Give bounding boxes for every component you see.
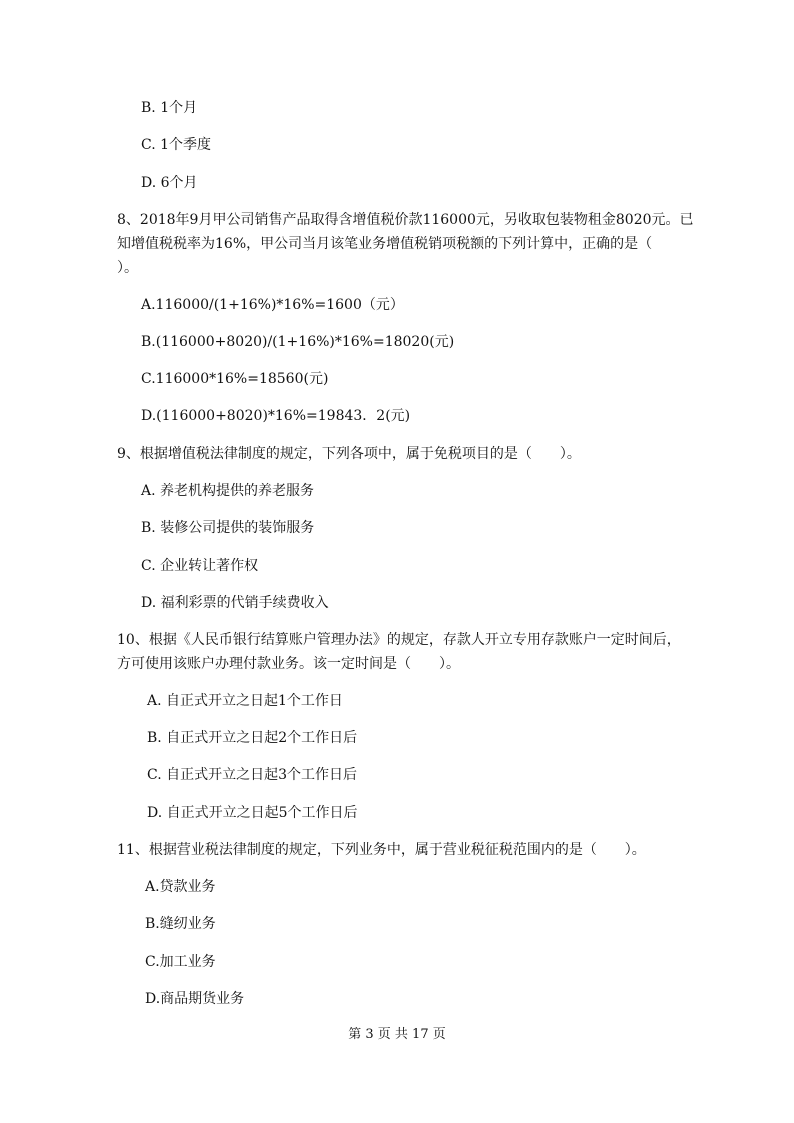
option-d: D. 6个月 (141, 175, 198, 191)
question-8-text-line-2: 知增值税税率为16%，甲公司当月该笔业务增值税销项税额的下列计算中，正确的是（ (117, 236, 653, 252)
question-8-option-d: D.(116000+8020)*16%=19843．2(元) (141, 408, 411, 424)
question-9-option-a: A. 养老机构提供的养老服务 (141, 483, 315, 499)
page-number-footer: 第 3 页 共 17 页 (348, 1027, 446, 1042)
question-10-option-c: C. 自正式开立之日起3个工作日后 (147, 767, 358, 783)
question-11-option-d: D.商品期货业务 (145, 991, 245, 1007)
question-9-option-c: C. 企业转让著作权 (141, 558, 259, 574)
question-8-option-a: A.116000/(1+16%)*16%=1600（元） (141, 297, 404, 313)
question-9-text: 9、根据增值税法律制度的规定，下列各项中，属于免税项目的是（ ）。 (117, 446, 581, 462)
question-8-option-b: B.(116000+8020)/(1+16%)*16%=18020(元) (141, 334, 455, 350)
option-b: B. 1个月 (141, 100, 198, 116)
question-10-option-b: B. 自正式开立之日起2个工作日后 (147, 730, 358, 746)
question-11-option-c: C.加工业务 (145, 954, 216, 970)
question-10-option-d: D. 自正式开立之日起5个工作日后 (147, 805, 358, 821)
question-8-text-line-1: 8、2018年9月甲公司销售产品取得含增值税价款116000元，另收取包装物租金8020元。已 (117, 212, 694, 228)
question-11-option-a: A.贷款业务 (145, 879, 216, 895)
option-c: C. 1个季度 (141, 137, 212, 153)
question-11-option-b: B.缝纫业务 (145, 916, 216, 932)
question-8-option-c: C.116000*16%=18560(元) (141, 371, 329, 387)
question-11-text: 11、根据营业税法律制度的规定，下列业务中，属于营业税征税范围内的是（ ）。 (117, 842, 646, 858)
question-9-option-d: D. 福利彩票的代销手续费收入 (141, 595, 329, 611)
question-10-text-line-1: 10、根据《人民币银行结算账户管理办法》的规定，存款人开立专用存款账户一定时间后， (117, 632, 681, 648)
question-10-text-line-2: 方可使用该账户办理付款业务。该一定时间是（ ）。 (117, 656, 460, 672)
question-8-text-line-3: ）。 (117, 260, 138, 276)
question-10-option-a: A. 自正式开立之日起1个工作日 (147, 693, 343, 709)
question-9-option-b: B. 装修公司提供的装饰服务 (141, 520, 315, 536)
